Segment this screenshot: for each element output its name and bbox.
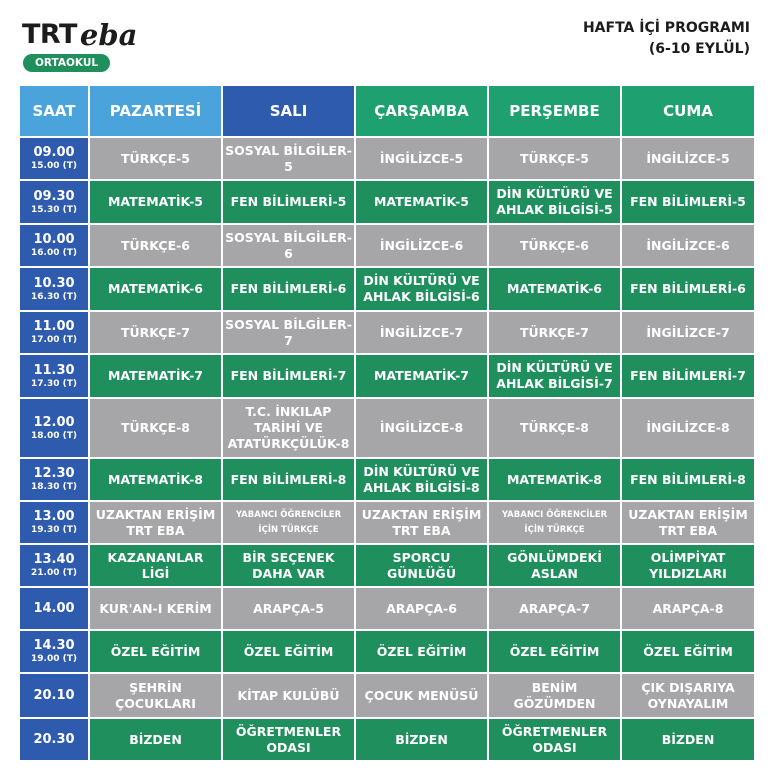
program-cell: OLİMPİYAT YILDIZLARI [622,545,754,586]
time-cell [20,631,88,672]
time-cell [20,181,88,223]
program-cell: MATEMATİK-6 [489,268,620,310]
time-main: 20.30 [33,732,75,747]
time-cell [20,268,88,310]
program-cell: İNGİLİZCE-8 [622,399,754,457]
program-cell: TÜRKÇE-5 [90,138,221,179]
time-cell [20,502,88,543]
time-repeat: 19.00 (T) [31,654,77,664]
schedule-table [20,86,756,755]
program-cell: MATEMATİK-7 [90,355,221,397]
time-main: 09.30 [33,188,75,204]
program-cell: GÖNLÜMDEKİ ASLAN [489,545,620,586]
program-cell: FEN BİLİMLERİ-8 [223,459,354,500]
program-cell: FEN BİLİMLERİ-5 [622,181,754,223]
program-cell: SPORCU GÜNLÜĞÜ [356,545,487,586]
program-cell: FEN BİLİMLERİ-7 [223,355,354,397]
program-cell: ÖZEL EĞİTİM [90,631,221,672]
time-cell [20,674,88,717]
program-cell: ARAPÇA-6 [356,588,487,629]
program-cell: KİTAP KULÜBÜ [223,674,354,717]
program-cell: SOSYAL BİLGİLER-5 [223,138,354,179]
brand-trt: TRT [22,19,77,50]
program-cell: ÖĞRETMENLER ODASI [489,719,620,760]
time-repeat: 17.00 (T) [31,335,77,345]
header-persembe: PERŞEMBE [489,86,620,136]
program-cell: TÜRKÇE-7 [489,312,620,353]
program-cell: TÜRKÇE-8 [90,399,221,457]
program-cell: FEN BİLİMLERİ-5 [223,181,354,223]
program-title-main: HAFTA İÇİ PROGRAMI [582,20,750,36]
program-cell: İNGİLİZCE-5 [622,138,754,179]
time-cell [20,312,88,353]
time-repeat: 16.00 (T) [31,248,77,258]
program-cell: MATEMATİK-7 [356,355,487,397]
time-repeat: 21.00 (T) [31,568,77,578]
time-main: 12.30 [33,466,75,481]
time-cell [20,719,88,760]
time-main: 14.30 [33,638,75,653]
time-main: 11.00 [33,319,75,334]
time-repeat: 18.30 (T) [31,482,77,492]
program-cell: ÖZEL EĞİTİM [223,631,354,672]
time-cell [20,225,88,266]
program-cell: ÇOCUK MENÜSÜ [356,674,487,717]
program-cell: ARAPÇA-5 [223,588,354,629]
time-cell [20,138,88,179]
program-cell: KAZANANLAR LİGİ [90,545,221,586]
time-cell [20,545,88,586]
program-cell: T.C. İNKILAP TARİHİ VE ATATÜRKÇÜLÜK-8 [223,399,354,457]
program-cell: ÖZEL EĞİTİM [356,631,487,672]
program-cell: İNGİLİZCE-7 [356,312,487,353]
program-cell: UZAKTAN ERİŞİM TRT EBA [622,502,754,543]
program-cell: ARAPÇA-7 [489,588,620,629]
program-cell: FEN BİLİMLERİ-6 [223,268,354,310]
time-main: 12.00 [33,414,75,430]
program-cell: İNGİLİZCE-7 [622,312,754,353]
program-cell: İNGİLİZCE-8 [356,399,487,457]
header-cuma: CUMA [622,86,754,136]
time-repeat: 19.30 (T) [31,525,77,535]
program-cell: MATEMATİK-5 [356,181,487,223]
time-main: 13.40 [33,552,75,567]
program-cell: BİZDEN [90,719,221,760]
time-main: 11.30 [33,362,75,378]
program-dates: (6-10 EYLÜL) [648,41,750,57]
header-sali: SALI [223,86,354,136]
program-cell: ŞEHRİN ÇOCUKLARI [90,674,221,717]
program-cell: TÜRKÇE-6 [489,225,620,266]
program-cell: DİN KÜLTÜRÜ VE AHLAK BİLGİSİ-5 [489,181,620,223]
time-repeat: 17.30 (T) [31,378,77,389]
time-main: 09.00 [33,145,75,160]
school-level-badge: ORTAOKUL [23,54,110,72]
time-main: 10.30 [33,275,75,291]
program-cell: SOSYAL BİLGİLER-7 [223,312,354,353]
time-repeat: 16.30 (T) [31,291,77,302]
time-cell [20,459,88,500]
program-cell: YABANCI ÖĞRENCİLER İÇİN TÜRKÇE [489,502,620,543]
program-cell: BİZDEN [622,719,754,760]
program-cell: TÜRKÇE-6 [90,225,221,266]
time-cell [20,588,88,629]
time-main: 13.00 [33,509,75,524]
time-repeat: 18.00 (T) [31,430,77,441]
program-cell: TÜRKÇE-5 [489,138,620,179]
program-cell: BENİM GÖZÜMDEN [489,674,620,717]
time-cell [20,355,88,397]
program-cell: İNGİLİZCE-5 [356,138,487,179]
program-cell: BİR SEÇENEK DAHA VAR [223,545,354,586]
program-cell: FEN BİLİMLERİ-8 [622,459,754,500]
program-cell: ARAPÇA-8 [622,588,754,629]
program-cell: UZAKTAN ERİŞİM TRT EBA [356,502,487,543]
time-main: 14.00 [33,601,75,616]
program-cell: FEN BİLİMLERİ-6 [622,268,754,310]
program-cell: İNGİLİZCE-6 [622,225,754,266]
program-cell: DİN KÜLTÜRÜ VE AHLAK BİLGİSİ-6 [356,268,487,310]
program-cell: UZAKTAN ERİŞİM TRT EBA [90,502,221,543]
brand-eba: eba [79,18,138,52]
time-main: 10.00 [33,232,75,247]
time-cell [20,399,88,457]
program-cell: ÖZEL EĞİTİM [489,631,620,672]
program-cell: MATEMATİK-8 [90,459,221,500]
program-cell: SOSYAL BİLGİLER-6 [223,225,354,266]
time-repeat: 15.30 (T) [31,204,77,215]
time-repeat: 15.00 (T) [31,161,77,171]
program-cell: FEN BİLİMLERİ-7 [622,355,754,397]
header-saat: SAAT [20,86,88,136]
program-cell: DİN KÜLTÜRÜ VE AHLAK BİLGİSİ-8 [356,459,487,500]
program-cell: DİN KÜLTÜRÜ VE AHLAK BİLGİSİ-7 [489,355,620,397]
header-carsamba: ÇARŞAMBA [356,86,487,136]
program-cell: MATEMATİK-5 [90,181,221,223]
program-cell: ÇIK DIŞARIYA OYNAYALIM [622,674,754,717]
program-cell: TÜRKÇE-8 [489,399,620,457]
program-cell: MATEMATİK-8 [489,459,620,500]
program-cell: TÜRKÇE-7 [90,312,221,353]
program-cell: YABANCI ÖĞRENCİLER İÇİN TÜRKÇE [223,502,354,543]
program-cell: ÖZEL EĞİTİM [622,631,754,672]
program-cell: İNGİLİZCE-6 [356,225,487,266]
program-cell: ÖĞRETMENLER ODASI [223,719,354,760]
header-pazartesi: PAZARTESİ [90,86,221,136]
program-cell: KUR'AN-I KERİM [90,588,221,629]
program-cell: MATEMATİK-6 [90,268,221,310]
trt-eba-logo [22,20,137,72]
time-main: 20.10 [33,688,75,703]
program-cell: BİZDEN [356,719,487,760]
program-title [583,18,750,60]
